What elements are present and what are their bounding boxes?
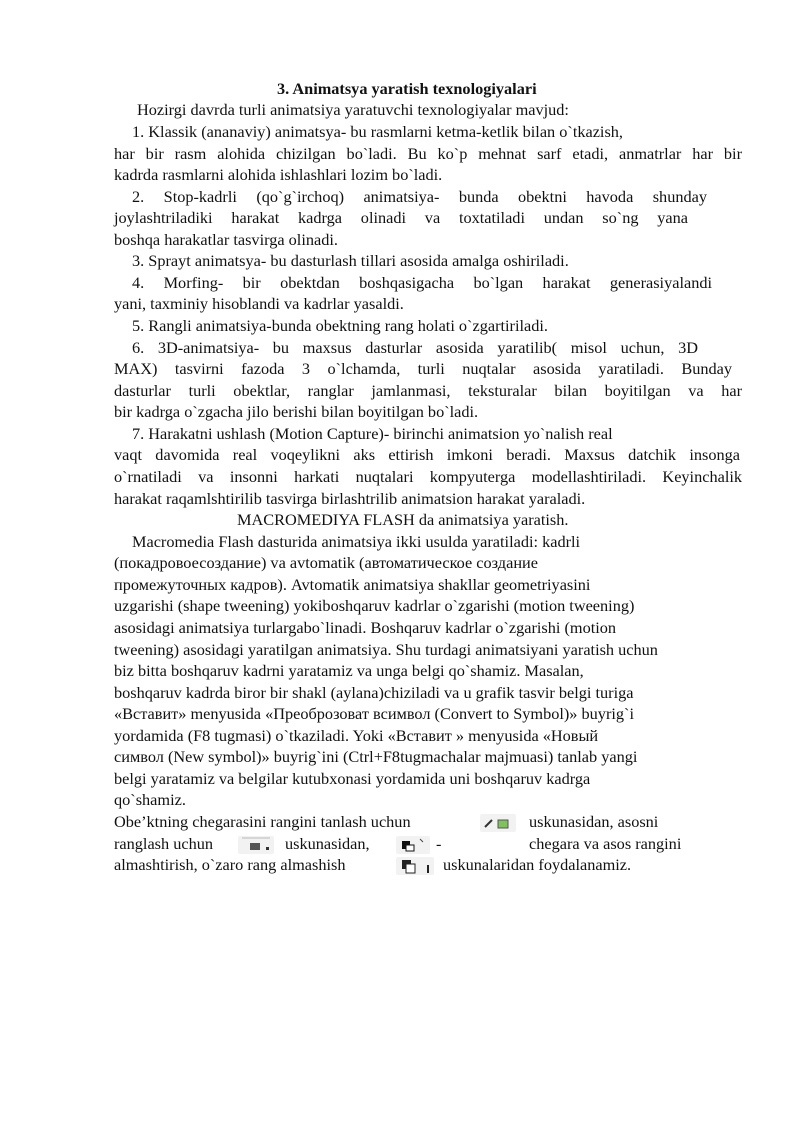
paragraph-line: uzgarishi (shape tweening) yokiboshqaruv kadrlar o`zgarishi (motion tweening): [114, 596, 635, 615]
paragraph-line: tweening) asosidagi yaratilgan animatsiya. Shu turdagi animatsiyani yaratish uchun: [114, 640, 658, 659]
paragraph-line: harakat raqamlshtirilib tasvirga birlashtrilib animatsion harakat yaraladi.: [114, 489, 586, 508]
tools-text: uskunalaridan foydalanamiz.: [443, 855, 632, 874]
stroke-color-icon: [480, 814, 516, 832]
paragraph-line: 6. 3D-animatsiya- bu maxsus dasturlar asosida yaratilib( misol uchun, 3D: [132, 338, 698, 357]
paragraph-line: biz bitta boshqaruv kadrni yaratamiz va unga belgi qo`shamiz. Masalan,: [114, 661, 584, 680]
paragraph-line: o`rnatiladi va insonni harkati nuqtalari kompyuterga modellashtiriladi. Keyinchalik: [114, 467, 742, 486]
paragraph-line: 3. Sprayt animatsya- bu dasturlash tillari asosida amalga oshiriladi.: [132, 251, 569, 270]
paragraph-line: 5. Rangli animatsiya-bunda obektning rang holati o`zgartiriladi.: [132, 316, 548, 335]
tools-text: almashtirish, o`zaro rang almashish: [114, 855, 346, 874]
paragraph-line: yani, taxminiy hisoblandi va kadrlar yasaldi.: [114, 294, 404, 313]
tools-text: -: [436, 834, 442, 853]
paragraph-line: «Вставит» menyusida «Преоброзоват всимвол (Convert to Symbol)» buyrig`i: [114, 704, 634, 723]
paragraph-line: 1. Klassik (ananaviy) animatsya- bu rasmlarni ketma-ketlik bilan o`tkazish,: [132, 122, 624, 141]
paragraph-line: joylashtriladiki harakat kadrga olinadi va toxtatiladi undan so`ng yana: [114, 208, 688, 227]
subsection-heading: MACROMEDIYA FLASH da animatsiya yaratish.: [237, 510, 569, 529]
swap-colors-icon: [396, 857, 434, 875]
tools-text: uskunasidan,: [285, 834, 370, 853]
paragraph-line: символ (New symbol)» buyrig`ini (Ctrl+F8tugmachalar majmuasi) tanlab yangi: [114, 747, 638, 766]
tools-text: uskunasidan, asosni: [529, 812, 659, 831]
tools-text: chegara va asos rangini: [529, 834, 682, 853]
paragraph-line: boshqa harakatlar tasvirga olinadi.: [114, 230, 338, 249]
paragraph-line: Macromedia Flash dasturida animatsiya ikki usulda yaratiladi: kadrli: [132, 532, 581, 551]
paragraph-line: промежуточных кадров). Avtomatik animatsiya shakllar geometriyasini: [114, 575, 591, 594]
section-title: 3. Animatsya yaratish texnologiyalari: [277, 79, 537, 98]
paragraph-line: boshqaruv kadrda biror bir shakl (aylana)chiziladi va u grafik tasvir belgi turiga: [114, 683, 634, 702]
paragraph-line: bir kadrga o`zgacha jilo berishi bilan boyitilgan bo`ladi.: [114, 402, 479, 421]
black-white-icon: [396, 836, 430, 854]
paragraph-line: qo`shamiz.: [114, 790, 186, 809]
tools-text: Obe’ktning chegarasini rangini tanlash uchun: [114, 812, 411, 831]
paragraph-line: kadrda rasmlarni alohida ishlashlari lozim bo`ladi.: [114, 165, 443, 184]
tools-text: ranglash uchun: [114, 834, 214, 853]
paragraph-line: dasturlar turli obektlar, ranglar jamlanmasi, teksturalar bilan boyitilgan va har: [114, 381, 742, 400]
paragraph-line: vaqt davomida real voqeylikni aks ettirish imkoni beradi. Maxsus datchik insonga: [114, 445, 740, 464]
paragraph-line: 7. Harakatni ushlash (Motion Capture)- birinchi animatsion yo`nalish real: [132, 424, 613, 443]
paragraph-line: yordamida (F8 tugmasi) o`tkaziladi. Yoki «Вставит » menyusida «Новый: [114, 726, 599, 745]
paragraph-line: belgi yaratamiz va belgilar kutubxonasi yordamida uni boshqaruv kadrga: [114, 769, 591, 788]
paragraph-line: Hozirgi davrda turli animatsiya yaratuvchi texnologiyalar mavjud:: [137, 100, 569, 119]
paragraph-line: har bir rasm alohida chizilgan bo`ladi. Bu ko`p mehnat sarf etadi, anmatrlar har bir: [114, 144, 742, 163]
paragraph-line: 2. Stop-kadrli (qo`g`irchoq) animatsiya- bunda obektni havoda shunday: [132, 187, 707, 206]
fill-color-icon: [238, 836, 274, 854]
paragraph-line: MAX) tasvirni fazoda 3 o`lchamda, turli nuqtalar asosida yaratiladi. Bunday: [114, 359, 732, 378]
paragraph-line: 4. Morfing- bir obektdan boshqasigacha bo`lgan harakat generasiyalandi: [132, 273, 712, 292]
paragraph-line: asosidagi animatsiya turlargabo`linadi. Boshqaruv kadrlar o`zgarishi (motion: [114, 618, 617, 637]
paragraph-line: (покадровоесоздание) va avtomatik (автоматическое создание: [114, 553, 538, 572]
